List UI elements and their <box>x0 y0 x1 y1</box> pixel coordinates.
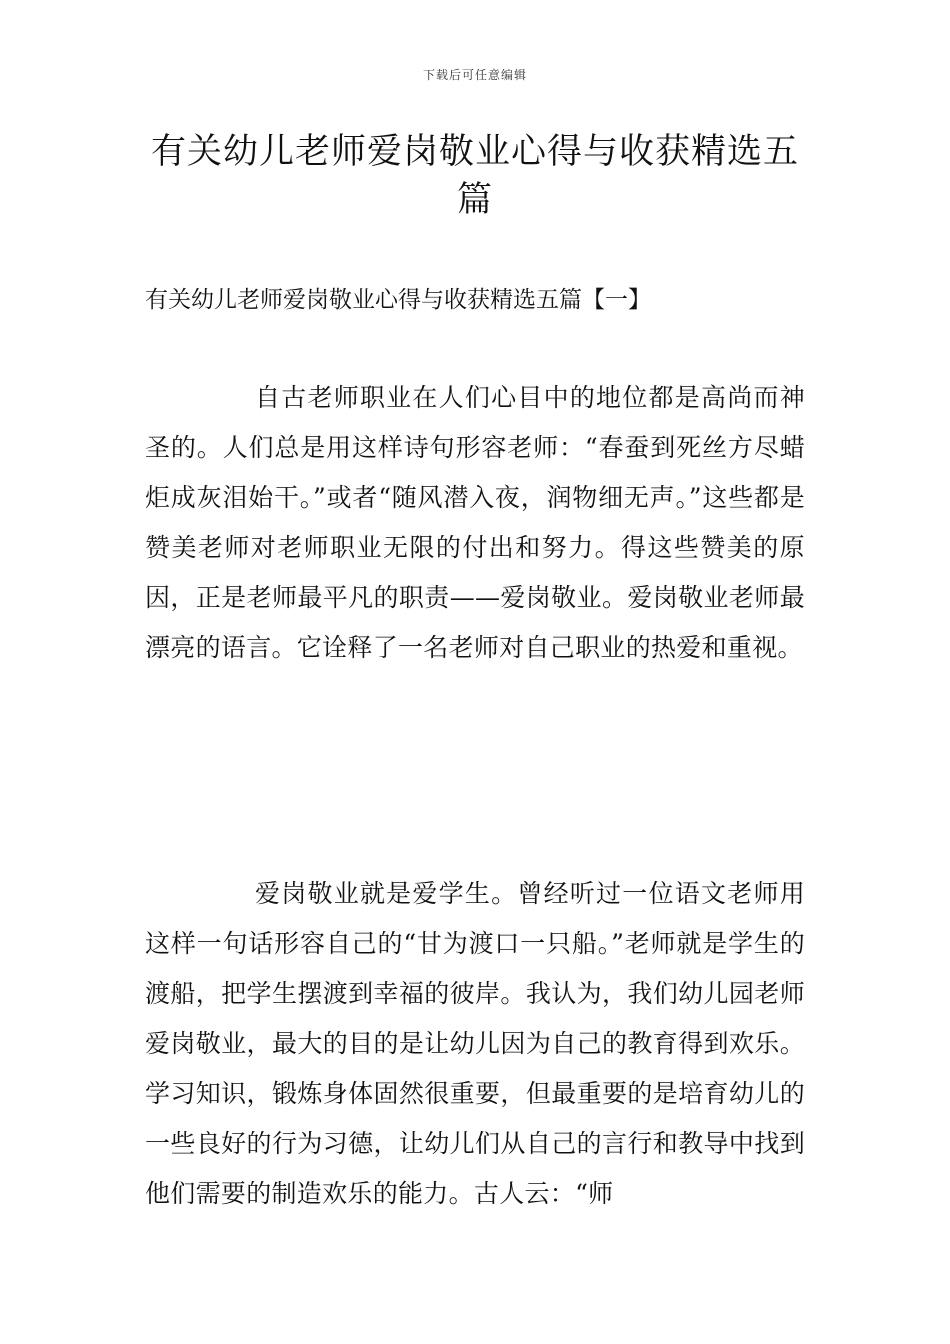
body-paragraph: 自古老师职业在人们心目中的地位都是高尚而神圣的。人们总是用这样诗句形容老师：“春蚕到死丝方尽蜡炬成灰泪始干。”或者“随风潜入夜，润物细无声。”这些都是赞美老师对老师职业无限的付出和努力。得这些赞美的原因，正是老师最平凡的职责——爱岗敬业。爱岗敬业老师最漂亮的语言。它诠释了一名老师对自己职业的热爱和重视。 <box>145 383 805 662</box>
section-heading: 有关幼儿老师爱岗敬业心得与收获精选五篇【一】 <box>145 287 651 313</box>
header-note: 下载后可任意编辑 <box>422 68 527 82</box>
body-paragraph: 爱岗敬业就是爱学生。曾经听过一位语文老师用这样一句话形容自己的“甘为渡口一只船。”老师就是学生的渡船，把学生摆渡到幸福的彼岸。我认为，我们幼儿园老师爱岗敬业，最大的目的是让幼儿因为自己的教育得到欢乐。学习知识，锻炼身体固然很重要，但最重要的是培育幼儿的一些良好的行为习德，让幼儿们从自己的言行和教导中找到他们需要的制造欢乐的能力。古人云：“师 <box>145 879 805 1208</box>
document-title: 有关幼儿老师爱岗敬业心得与收获精选五篇 <box>150 132 799 220</box>
